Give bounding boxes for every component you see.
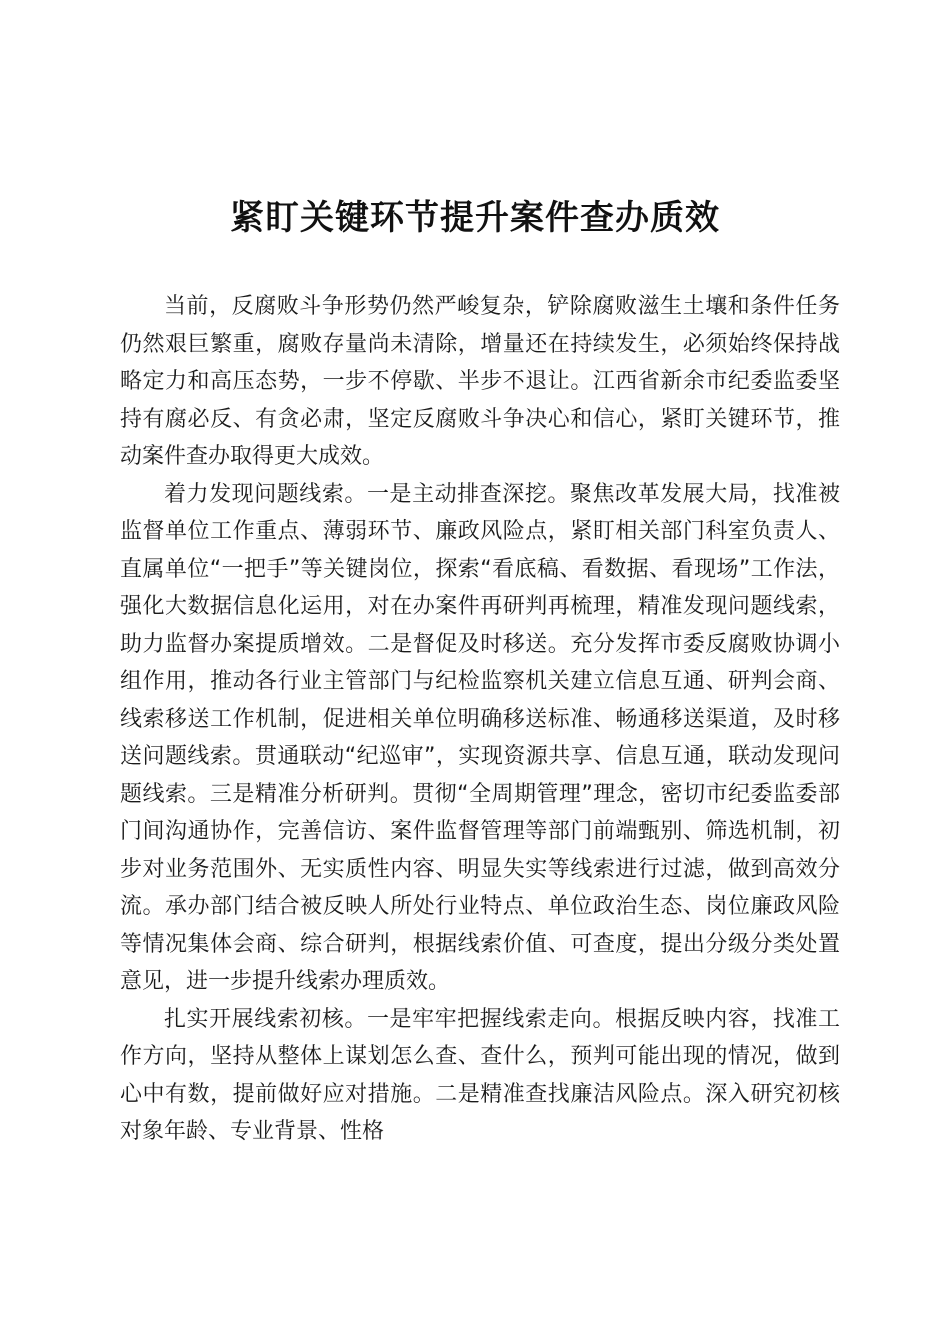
- paragraph-discover-clues: 着力发现问题线索。一是主动排查深挖。聚焦改革发展大局，找准被监督单位工作重点、薄弱环节、廉政风险点，紧盯相关部门科室负责人、直属单位“一把手”等关键岗位，探索“看底稿、看数据、看现场”工作法，强化大数据信息化运用，对在办案件再研判再梳理，精准发现问题线索，助力监督办案提质增效。二是督促及时移送。充分发挥市委反腐败协调小组作用，推动各行业主管部门与纪检监察机关建立信息互通、研判会商、线索移送工作机制，促进相关单位明确移送标准、畅通移送渠道，及时移送问题线索。贯通联动“纪巡审”，实现资源共享、信息互通，联动发现问题线索。三是精准分析研判。贯彻“全周期管理”理念，密切市纪委监委部门间沟通协作，完善信访、案件监督管理等部门前端甄别、筛选机制，初步对业务范围外、无实质性内容、明显失实等线索进行过滤，做到高效分流。承办部门结合被反映人所处行业特点、单位政治生态、岗位廉政风险等情况集体会商、综合研判，根据线索价值、可查度，提出分级分类处置意见，进一步提升线索办理质效。: [120, 481, 840, 994]
- paragraph-intro: 当前，反腐败斗争形势仍然严峻复杂，铲除腐败滋生土壤和条件任务仍然艰巨繁重，腐败存量尚未清除，增量还在持续发生，必须始终保持战略定力和高压态势，一步不停歇、半步不退让。江西省新余市纪委监委坚持有腐必反、有贪必肃，坚定反腐败斗争决心和信心，紧盯关键环节，推动案件查办取得更大成效。: [120, 294, 840, 469]
- document-title: 紧盯关键环节提升案件查办质效: [230, 198, 720, 238]
- paragraph-preliminary-check: 扎实开展线索初核。一是牢牢把握线索走向。根据反映内容，找准工作方向，坚持从整体上谋划怎么查、查什么，预判可能出现的情况，做到心中有数，提前做好应对措施。二是精准查找廉洁风险点。深入研究初核对象年龄、专业背景、性格: [120, 1006, 840, 1144]
- document-body: [120, 288, 840, 1151]
